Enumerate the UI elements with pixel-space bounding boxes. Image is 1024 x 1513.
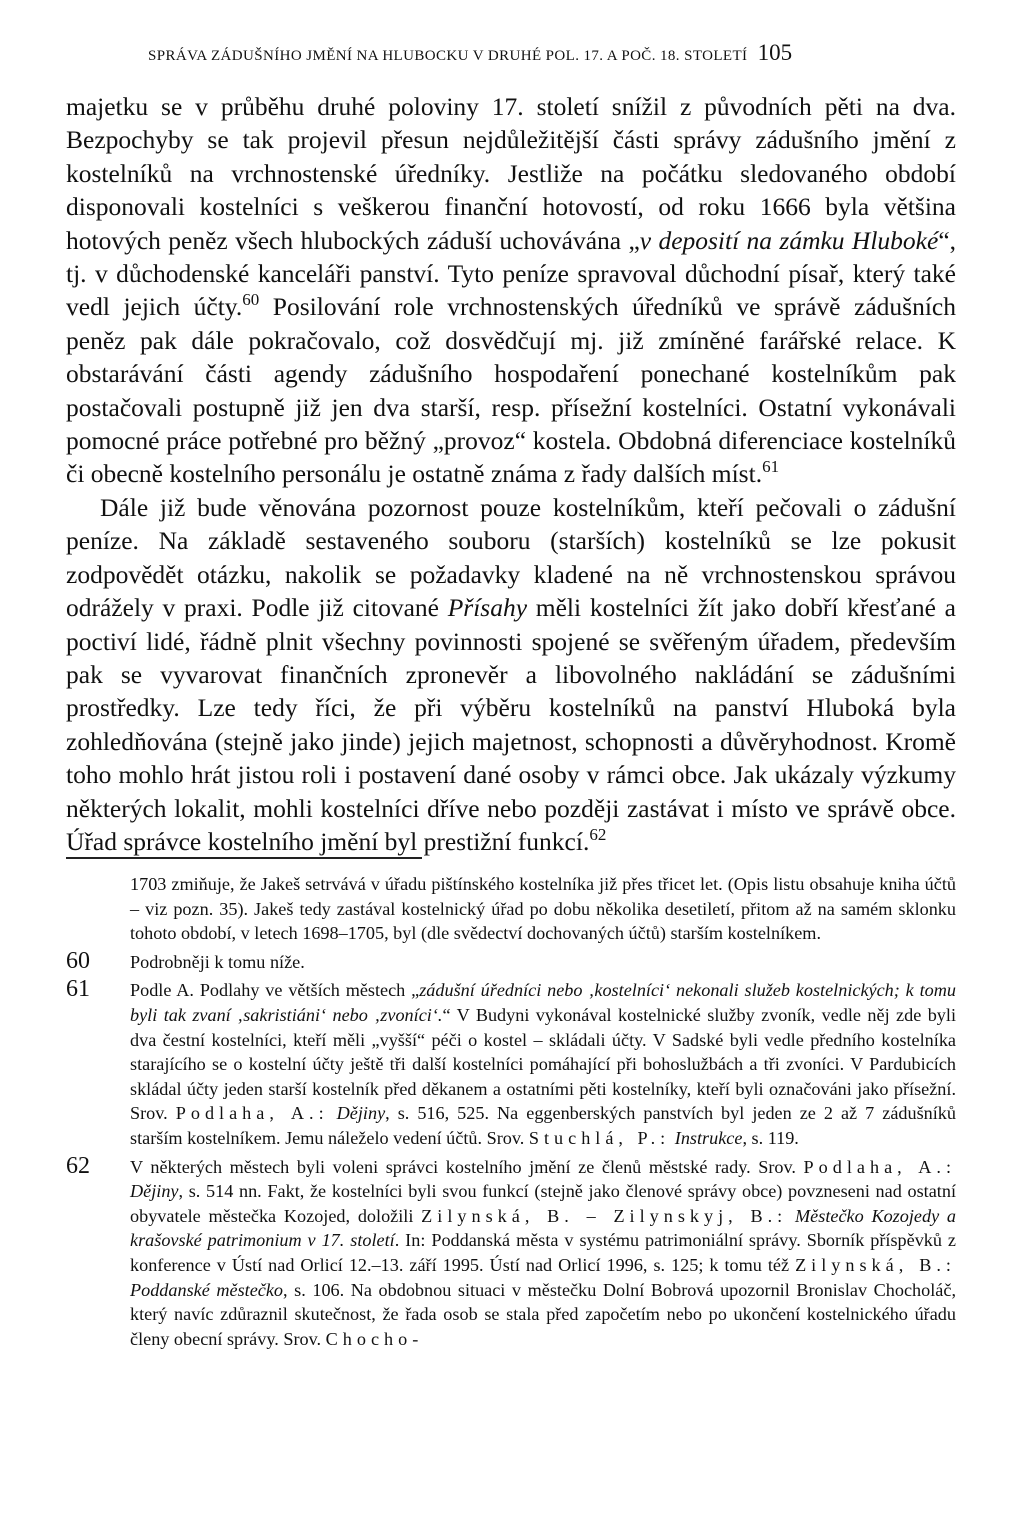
fn61-text-b: “ V Budyni vykonával kostelnické služby zvoník, vedle něj zde byli dva čestní kostelníci, kteří měli „vyšší“ péči o kostel – skládali účty. V Sadské byli vedle předního kostelníka starajícího se o kostelní účty ještě tři další kostelníci pomáhající při bohoslužbách a tři zvoníci. V Pardubicích skládal účty jeden starší kostelník před děkanem a ostatními pěti kostelníky, kteří byli označováni jako přísežní. Srov. <box>130 1004 957 1124</box>
footnote-number: 61 <box>66 976 90 1003</box>
footnote-text: Podrobněji k tomu níže. <box>130 951 305 972</box>
fn62-text-c: . In: Poddanská města v systému patrimoniální správy. Sborník příspěvků z konference v Ústí nad Orlicí 12.–13. září 1995. Ústí nad Orlicí 1996, s. 125; k tomu též <box>130 1230 956 1275</box>
fn62-title-poddanske: Poddanské městečko <box>130 1279 284 1300</box>
footnote-continued-text: 1703 zmiňuje, že Jakeš setrvává v úřadu pištínského kostelníka již přes třicet let. (Opis listu obsahuje kniha účtů – viz pozn. 35). Jakeš tedy zastával kostelnický úřad po dobu několika desetiletí, přitom až na samém sklonku tohoto období, v letech 1698–1705, byl (dle svědectví dochovaných účtů) starším kostelníkem. <box>130 874 956 944</box>
footnote-number: 60 <box>66 947 90 974</box>
main-text <box>66 90 956 858</box>
fn61-space-1 <box>329 1103 337 1123</box>
fn61-text-a: Podle A. Podlahy ve větších městech „ <box>130 980 420 1001</box>
footnotes <box>66 872 956 1355</box>
footnote-number: 62 <box>66 1152 90 1179</box>
fn62-text-b: , s. 514 nn. Fakt, že kostelníci byli svou funkcí (stejně jako členové správy obce) povzneseni nad ostatní obyvatele městečka Kozojed, doložili <box>130 1181 956 1226</box>
p1-text-a: majetku se v průběhu druhé poloviny 17. století snížil z původních pěti na dva. Bezpochyby se tak projevil přesun nejdůležitější části správy zádušního jmění z kostelníků na vrchnostenské úředníky. Jestliže na počátku sledovaného období disponovali kostelníci s veškerou finanční hotovostí, od roku 1666 byla většina hotových peněz všech hlubockých záduší uchovávána „ <box>66 92 956 255</box>
fn62-text-d: , s. 106. Na obdobnou situaci v městečku Dolní Bobrová upozornil Bronislav Chocholáč, který navíc zdůraznil skutečnost, že řada osob se stala před započetím nebo po ukončení kostelnického úřadu členy obecní správy. Srov. <box>130 1279 956 1349</box>
fn62-title-kozojedy: Městečko Kozojedy a krašovské patrimonium v 17. století <box>130 1205 957 1251</box>
page-number: 105 <box>757 40 793 65</box>
p2-italic-title: Přísahy <box>447 593 528 623</box>
footnote-60 <box>66 947 956 975</box>
fn61-text-c: , s. 516, 525. Na eggenberských panstvích byl jeden ze 2 až 7 zádušníků starším kostelníkem. Jemu náleželo vedení účtů. Srov. <box>130 1103 956 1148</box>
fn61-title-dejiny: Dějiny <box>336 1103 386 1124</box>
paragraph-1 <box>66 90 956 491</box>
fn62-author-podlaha: Podlaha, A.: <box>803 1156 956 1177</box>
fn61-author-stuchla: Stuchlá, P.: <box>528 1127 671 1148</box>
footnote-ref-61: 61 <box>762 457 780 477</box>
footnote-61 <box>66 978 956 1150</box>
footnote-divider <box>66 857 422 859</box>
fn62-title-dejiny: Dějiny <box>130 1181 179 1202</box>
fn62-author-zilynska: Zilynská, B.: <box>795 1254 956 1275</box>
fn61-text-d: , s. 119. <box>742 1127 799 1148</box>
fn61-author-podlaha: Podlaha, A.: <box>175 1103 329 1124</box>
footnote-62 <box>66 1152 957 1352</box>
fn62-space-2 <box>787 1206 795 1226</box>
fn62-authors-zilynska-zilynskyj: Zilynská, B. – Zilynskyj, B.: <box>421 1205 788 1226</box>
p2-text-a: Dále již bude věnována pozornost pouze kostelníkům, kteří pečovali o zádušní peníze. Na základě sestaveného souboru (starších) kostelníků se lze pokusit zodpovědět otázku, nakolik se požadavky kladené na ně vrchnostenskou správou odrážely v praxi. Podle již citované <box>66 492 956 623</box>
p1-text-b: “, tj. v důchodenské kanceláři panství. Tyto peníze spravoval důchodní písař, který také vedl jejich účty. <box>66 225 957 322</box>
running-title: SPRÁVA ZÁDUŠNÍHO JMĚNÍ NA HLUBOCKU V DRUHÉ POL. 17. A POČ. 18. STOLETÍ <box>148 48 748 64</box>
p1-italic-quote: v deposití na zámku Hluboké <box>639 225 939 255</box>
p2-text-b: měli kostelníci žít jako dobří křesťané a poctiví lidé, řádně plnit všechny povinnosti spojené se svěřeným úřadem, především pak se vyvarovat finančních zpronevěr a libovolného nakládání se zádušními prostředky. Lze tedy říci, že při výběru kostelníků na panství Hluboká byla zohledňována (stejně jako jinde) jejich majetnost, schopnosti a důvěryhodnost. Kromě toho mohlo hrát jistou roli i postavení dané osoby v rámci obce. Jak ukázaly výzkumy některých lokalit, mohli kostelníci dříve nebo později zastávat i místo ve správě obce. Úřad správce kostelního jmění byl prestižní funkcí. <box>66 593 956 856</box>
footnote-text <box>130 978 956 1150</box>
fn62-text-a: V některých městech byli voleni správci kostelního jmění ze členů městské rady. Srov. <box>130 1156 804 1177</box>
p1-text-c: Posilování role vrchnostenských úředníků ve správě zádušních peněz pak dále pokračovalo, což dosvědčují mj. již zmíněné farářské relace. K obstarávání části agendy zádušního hospodaření ponechané kostelníkům pak postačovali postupně již jen dva starší, resp. přísežní kostelníci. Ostatní vykonávali pomocné práce potřebné pro běžný „provoz“ kostela. Obdobná diferenciace kostelníků či obecně kostelního personálu je ostatně známa z řady dalších míst. <box>66 292 956 489</box>
footnote-text <box>130 1155 956 1352</box>
running-header <box>148 40 960 66</box>
fn62-author-chocho: Chocho- <box>325 1328 424 1349</box>
footnote-ref-60: 60 <box>242 290 260 310</box>
fn61-italic-quote: zádušní úředníci nebo ‚kostelníci‘ nekonali služeb kostelnických; k tomu byli tak zvaní ‚sakristiáni‘ nebo ‚zvoníci‘. <box>130 980 956 1025</box>
fn61-title-instrukce: Instrukce <box>674 1127 743 1148</box>
footnote-continuation <box>66 872 956 946</box>
footnote-ref-62: 62 <box>589 824 607 844</box>
paragraph-2 <box>66 491 956 858</box>
